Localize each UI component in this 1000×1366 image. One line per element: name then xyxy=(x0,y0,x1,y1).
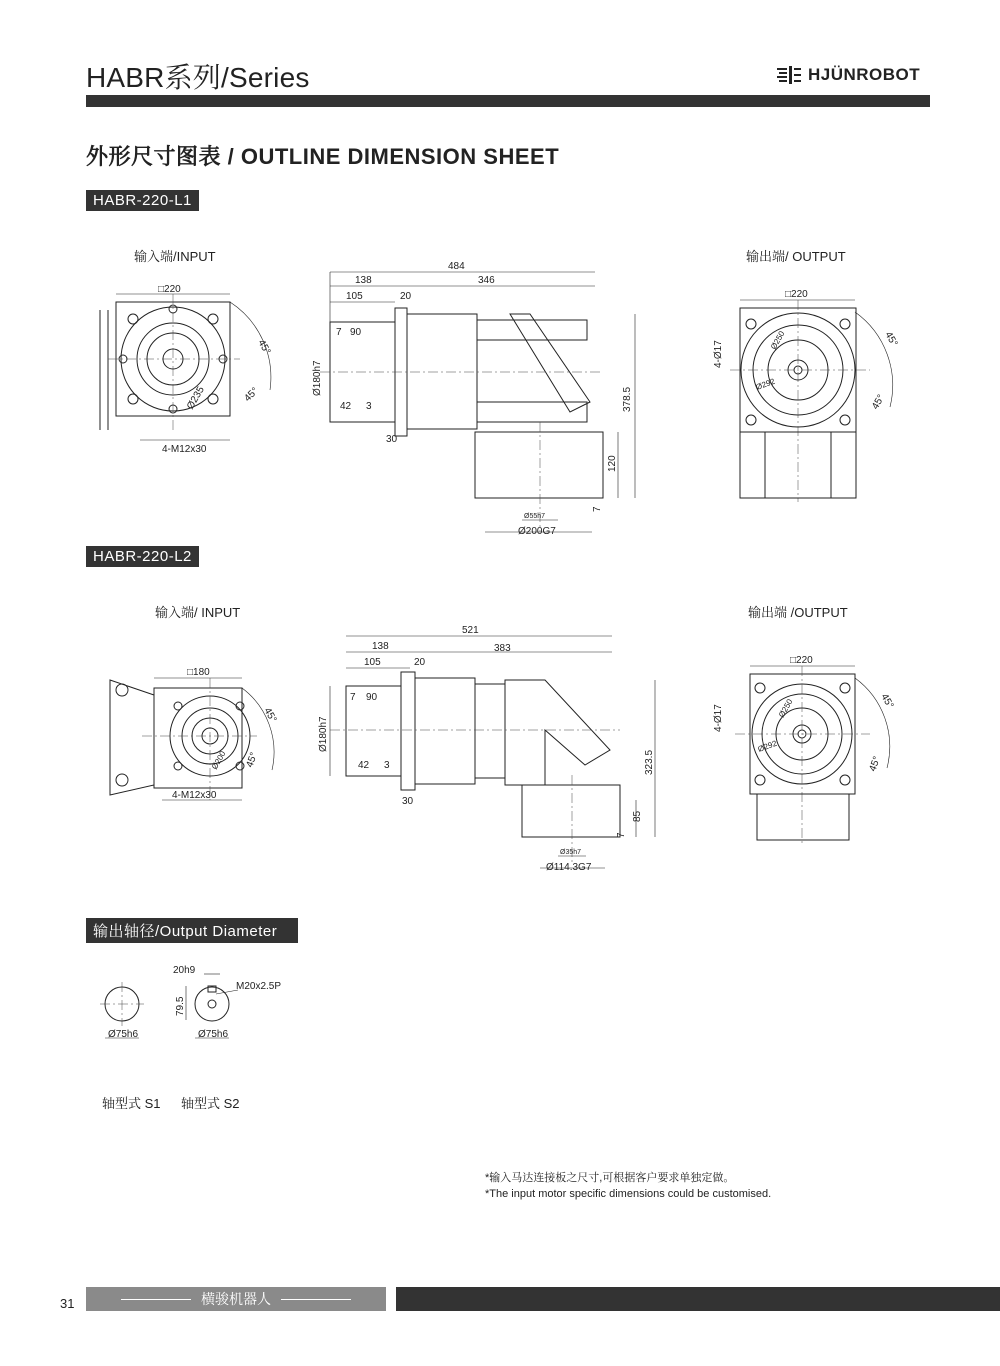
pcd-2: Ø292 xyxy=(754,376,777,392)
brand-name: HJÜNROBOT xyxy=(808,65,921,84)
angle-1: 45° xyxy=(261,706,279,725)
footer-brand-bar xyxy=(86,1287,386,1311)
angle-1: 45° xyxy=(882,330,900,349)
series-title: HABR系列/Series xyxy=(86,62,310,93)
model-tag-l2: HABR-220-L2 xyxy=(86,546,199,567)
pcd: Ø235 xyxy=(185,384,207,412)
pcd: Ø200 xyxy=(209,749,228,771)
dim-c: 105 xyxy=(364,657,381,668)
dim-lower: 85 xyxy=(632,810,643,822)
s2-key: 20h9 xyxy=(173,965,196,976)
dim-i: 30 xyxy=(402,796,414,807)
hole-spec: 4-Ø17 xyxy=(713,340,724,368)
page-number: 31 xyxy=(60,1296,75,1311)
angle-2: 45° xyxy=(870,392,888,412)
dim-lower: 120 xyxy=(607,455,618,472)
dim-shaft: Ø55h7 xyxy=(524,513,546,520)
dim-square: □220 xyxy=(790,655,813,666)
dim-base: 7 xyxy=(592,506,603,512)
dim-b: 346 xyxy=(478,275,495,286)
dim-h: 3 xyxy=(384,760,390,771)
dim-total: 521 xyxy=(462,625,479,636)
input-view-l2 xyxy=(92,660,292,810)
s2-thread: M20x2.5P xyxy=(236,981,282,992)
shaft-s2-label: 轴型式 S2 xyxy=(181,1096,240,1111)
dim-f: 90 xyxy=(350,327,362,338)
sheet-title: 外形尺寸图表 / OUTLINE DIMENSION SHEET xyxy=(86,144,560,169)
dim-c: 105 xyxy=(346,291,363,302)
dim-g: 42 xyxy=(358,760,370,771)
footer-bar xyxy=(396,1287,1000,1311)
footer-divider-left xyxy=(121,1299,191,1300)
note-en: *The input motor specific dimensions could be customised. xyxy=(485,1188,772,1200)
output-view-l1 xyxy=(705,282,905,502)
footer-company: 横骏机器人 xyxy=(201,1291,271,1307)
angle-2: 45° xyxy=(867,755,883,774)
shaft-diagrams xyxy=(96,960,296,1045)
angle-1: 45° xyxy=(255,338,273,357)
hole-spec: 4-Ø17 xyxy=(713,704,724,732)
dim-height: 378.5 xyxy=(622,386,633,412)
dim-a: 138 xyxy=(372,641,389,652)
dim-dia: Ø180h7 xyxy=(312,360,323,396)
dim-e: 7 xyxy=(350,692,356,703)
dim-shaft: Ø35h7 xyxy=(560,849,582,856)
dim-square: □220 xyxy=(158,284,181,295)
dim-height: 323.5 xyxy=(644,749,655,775)
hjunrobot-logo-icon xyxy=(776,64,802,86)
bolt-spec: 4-M12x30 xyxy=(172,790,217,801)
angle-2: 45° xyxy=(242,385,261,405)
angle-2: 45° xyxy=(244,751,260,770)
model-tag-l1: HABR-220-L1 xyxy=(86,190,199,211)
output-view-l2 xyxy=(705,648,905,848)
angle-1: 45° xyxy=(878,692,896,711)
output-label-l2: 输出端 /OUTPUT xyxy=(748,605,848,620)
dim-total: 484 xyxy=(448,262,465,272)
dim-i: 30 xyxy=(386,434,398,445)
header-bar xyxy=(86,95,930,107)
s1-dia: Ø75h6 xyxy=(108,1029,139,1040)
output-label-l1: 输出端/ OUTPUT xyxy=(746,249,846,264)
dim-b: 383 xyxy=(494,643,511,654)
dim-h: 3 xyxy=(366,401,372,412)
s2-height: 79.5 xyxy=(175,996,186,1016)
dim-square: □220 xyxy=(785,289,808,300)
dim-dia: Ø180h7 xyxy=(318,716,329,752)
dim-base: 7 xyxy=(616,832,627,838)
input-label-l1: 输入端/INPUT xyxy=(134,249,216,264)
dim-f: 90 xyxy=(366,692,378,703)
footer-divider-right xyxy=(281,1299,351,1300)
dim-flange: Ø200G7 xyxy=(518,526,556,537)
dim-square: □180 xyxy=(187,667,210,678)
pcd-1: Ø250 xyxy=(768,329,787,351)
dim-flange: Ø114.3G7 xyxy=(546,862,592,873)
dim-a: 138 xyxy=(355,275,372,286)
input-view-l1 xyxy=(80,280,290,460)
input-label-l2: 输入端/ INPUT xyxy=(155,605,241,620)
output-diameter-tag: 输出轴径/Output Diameter xyxy=(86,918,298,943)
dim-d: 20 xyxy=(414,657,426,668)
dim-g: 42 xyxy=(340,401,352,412)
pcd-1: Ø250 xyxy=(776,697,795,719)
pcd-2: Ø292 xyxy=(756,738,779,754)
bolt-spec: 4-M12x30 xyxy=(162,444,207,455)
brand-logo xyxy=(776,64,920,86)
side-view-l2 xyxy=(300,620,660,880)
dim-e: 7 xyxy=(336,327,342,338)
shaft-s1-label: 轴型式 S1 xyxy=(102,1096,161,1111)
dim-d: 20 xyxy=(400,291,412,302)
side-view-l1 xyxy=(300,262,640,542)
s2-dia: Ø75h6 xyxy=(198,1029,229,1040)
note-cn: *输入马达连接板之尺寸,可根据客户要求单独定做。 xyxy=(485,1172,735,1184)
